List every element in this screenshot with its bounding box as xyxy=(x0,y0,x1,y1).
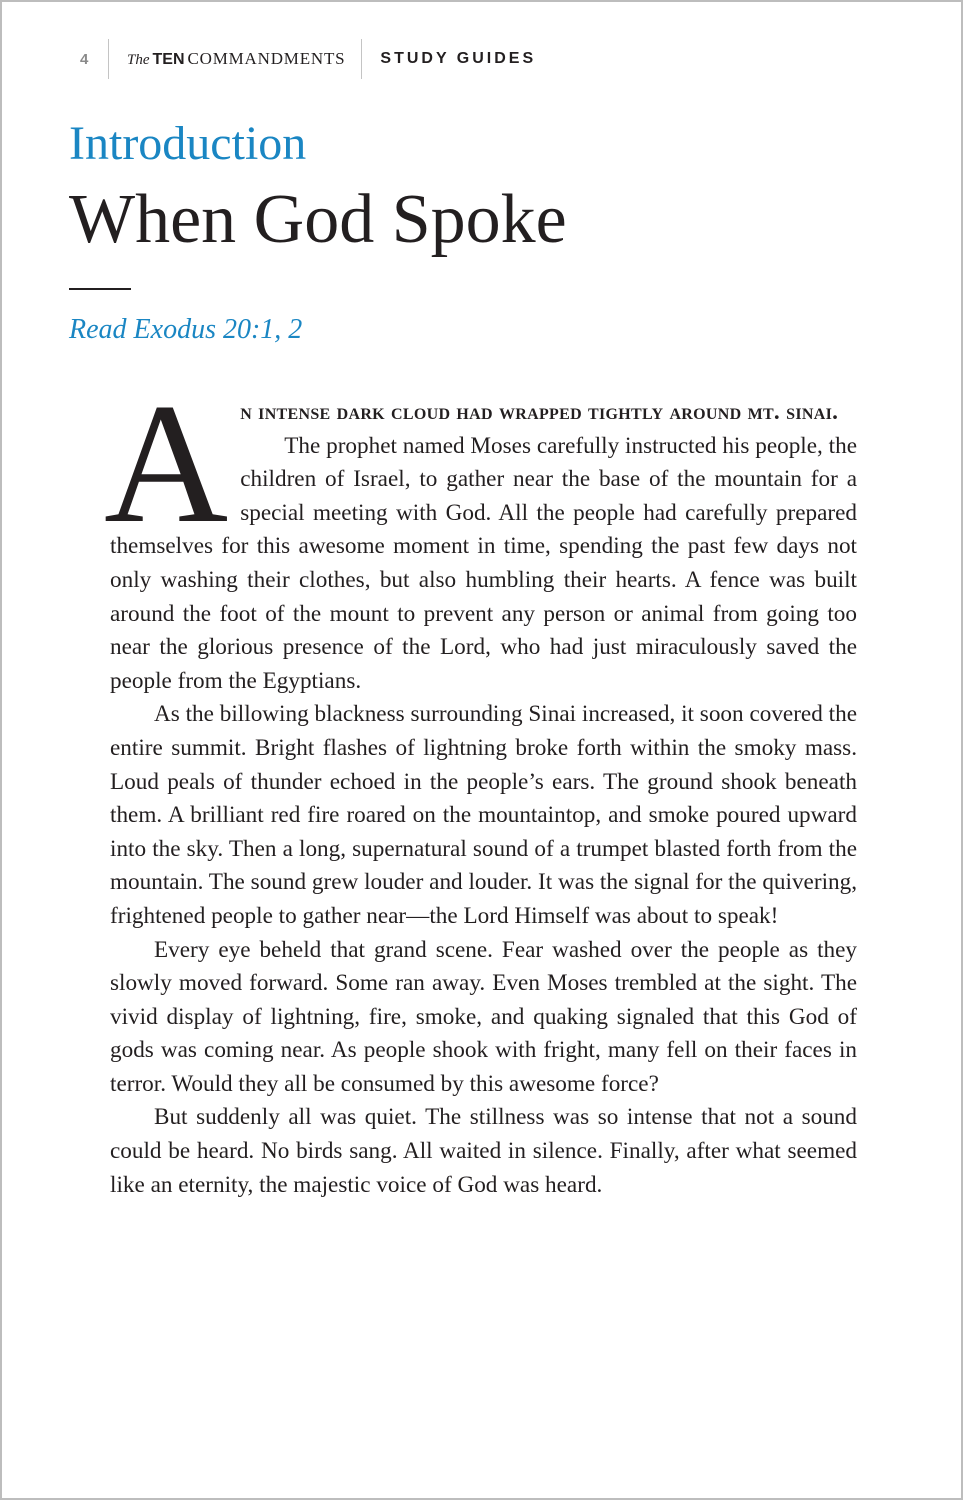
header-divider xyxy=(361,39,362,79)
series-title-the: The xyxy=(127,52,150,68)
series-title xyxy=(127,49,345,69)
body-text xyxy=(104,369,857,1202)
section-label: STUDY GUIDES xyxy=(380,50,537,67)
chapter-kicker: Introduction xyxy=(69,117,307,170)
lead-in: n intense dark cloud had wrapped tightly around mt. sinai. xyxy=(240,399,839,425)
paragraph-1-text: The prophet named Moses carefully instructed his people, the children of Israel, to gather near the base of the mountain for a special meeting with God. All the people had carefully prepared themselves for this awesome moment in time, spending the past few days not only washing their clothes, but also humbling their hearts. A fence was built around the foot of the mount to prevent any person or animal from going too near the glorious presence of the Lord, who had just miraculously saved the people from the Egyptians. xyxy=(110,432,857,694)
paragraph-2: As the billowing blackness surrounding Sinai increased, it soon covered the entire summit. Bright flashes of lightning broke forth within the smoky mass. Loud peals of thunder echoed in the people’s ears. The ground shook beneath them. A brilliant red fire roared on the mountaintop, and smoke poured upward into the sky. Then a long, supernatural sound of a trumpet blasted forth from the mountain. The sound grew louder and louder. It was the signal for the quivering, frightened people to gather near—the Lord Himself was about to speak! xyxy=(110,701,857,929)
paragraph-3: Every eye beheld that grand scene. Fear washed over the people as they slowly moved forward. Some ran away. Even Moses trembled at the sight. The vivid display of lightning, fire, smoke, and quaking signaled that this God of gods was coming near. As people shook with fright, many fell on their faces in terror. Would they all be consumed by this awesome force? xyxy=(110,936,857,1097)
series-title-commandments: COMMANDMENTS xyxy=(187,49,346,68)
drop-cap: A xyxy=(104,369,229,559)
series-title-ten: TEN xyxy=(152,51,185,68)
title-rule xyxy=(69,288,131,290)
running-header xyxy=(80,39,536,79)
page-number: 4 xyxy=(80,50,89,68)
paragraph-4: But suddenly all was quiet. The stillness was so intense that not a sound could be heard. No birds sang. All waited in silence. Finally, after what seemed like an eternity, the majestic voice of God was heard. xyxy=(110,1104,857,1198)
header-divider xyxy=(108,39,109,79)
paragraph-1 xyxy=(104,369,857,698)
scripture-reading: Read Exodus 20:1, 2 xyxy=(69,314,303,345)
chapter-title: When God Spoke xyxy=(69,181,567,258)
